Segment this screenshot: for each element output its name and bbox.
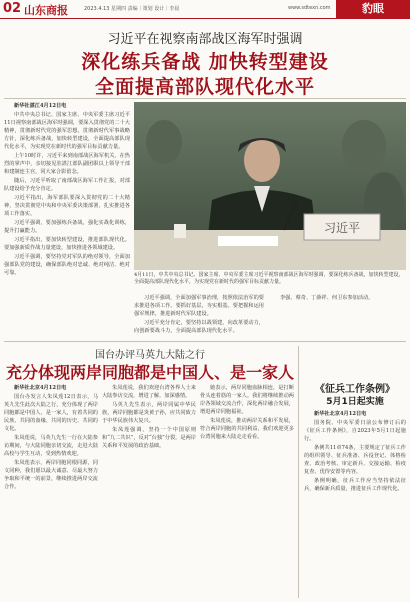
sidebar-article	[304, 410, 406, 598]
paragraph: 习近平强调，全面加强军事治理，按照依法治军的要求推进各项工作。要抓好基层，夯实根基。要把握和运用强军规律，推进新时代军队建设。	[134, 295, 264, 317]
paragraph: 习近平指出，海军部队要深入贯彻党的二十大精神，坚决贯彻党中央和中央军委决策部署，扎实推进各项工作落实。	[4, 195, 130, 217]
paragraph: 朱凤莲说，我们欢迎台湾各界人士来大陆参访交流，增进了解，加深感情。	[102, 385, 196, 399]
paragraph: 条例共11章74条，主要规定了征兵工作的组织领导、征兵准备、兵役登记、体格检查、政治考核、审定新兵、交接运输、检疫复查、优待安置等内容。	[304, 445, 406, 475]
lead-article-right	[270, 294, 406, 338]
page-header	[0, 0, 410, 19]
sidebar-title: 《征兵工作条例》	[315, 384, 395, 395]
story2-headline: 充分体现两岸同胞都是中国人、是一家人	[5, 363, 294, 382]
paragraph: 朱凤莲表示，两岸同胞同根同源，同文同种，我们愿以最大诚意、尽最大努力争取和平统一的前景，继续推进两岸交流合作。	[4, 460, 98, 490]
photo-illustration	[134, 102, 406, 270]
story2-kicker: 国台办评马英九大陆之行	[95, 350, 205, 361]
date-line: 2023.4.13 星期四 责编｜策划 设计｜李晨	[84, 6, 180, 12]
nameplate-text: 习近平	[323, 221, 361, 235]
headline-divider	[4, 98, 406, 99]
story2-col-2	[102, 384, 196, 598]
site-url: www.sdtexn.com	[288, 5, 331, 11]
lead-headline-2: 全面提高部队现代化水平	[94, 76, 315, 98]
paragraph: 她表示，两岸同胞血脉相连，是打断骨头连着筋的一家人。我们将继续推动两岸各领域交流合作，深化两岸融合发展，增进两岸同胞福祉。	[200, 385, 294, 415]
paragraph: 习近平指出，要加快转型建设，推进部队现代化。要加强新质作战力量建设，加快推进各领域建设。	[4, 237, 130, 251]
paragraph: 李强、蔡奇、丁薛祥、何卫东参加活动。	[280, 295, 374, 301]
paragraph: 朱凤莲说，马英九先生一行在大陆参访期间，与大陆同胞亲切交流，走进大陆高校与学生互动，受到热情欢迎。	[4, 435, 98, 457]
sidebar-subtitle: 5月1日起实施	[326, 397, 384, 407]
section-badge: 豹眼	[336, 0, 410, 18]
paragraph: 朱凤莲说，推动两岸关系和平发展，符合两岸同胞的共同利益，我们欢迎更多台湾同胞来大陆走走看看。	[200, 418, 294, 440]
paragraph: 马英九先生表示，两岸同属中华民族，两岸同胞都是炎黄子孙，应共同致力于中华民族伟大复兴。	[102, 402, 196, 424]
paragraph: 习近平强调，要坚持党对军队的绝对领导，全面加强部队党的建设，确保部队绝对忠诚、绝对纯洁、绝对可靠。	[4, 254, 130, 276]
lead-photo	[134, 102, 406, 270]
paper-name: 山东商报	[24, 4, 68, 17]
lead-dateline: 新华社湛江4月12日电	[14, 103, 67, 109]
paragraph: 朱凤莲强调，坚持一个中国原则和“九二共识”，反对“台独”分裂，是两岸关系和平发展的政治基础。	[102, 427, 196, 449]
sidebar-divider	[298, 346, 299, 598]
paragraph: 上午10时许，习近平来到南部战区海军机关，在热烈的掌声中，亲切接见驻湛江部队副团职以上领导干部和建制连主官，同大家合影留念。	[4, 153, 130, 175]
photo-caption: 4月11日，中共中央总书记、国家主席、中央军委主席习近平视察南部战区海军时强调，要深化练兵备战，加快转型建设，全面提高部队现代化水平，为实现党在新时代的强军目标贡献力量。	[134, 272, 404, 285]
sidebar-dateline: 新华社北京4月12日电	[314, 411, 367, 417]
lead-article-mid	[134, 294, 264, 338]
lead-article-left	[4, 102, 130, 338]
paragraph: 习近平充分肯定，要坚持以战领建，向改革要动力，向创新要战斗力，全面提高部队现代化水平。	[134, 320, 264, 334]
paragraph: 习近平强调，要加强练兵备战，强化实战化训练，提升打赢能力。	[4, 220, 130, 234]
story2-dateline: 新华社北京4月12日电	[14, 385, 67, 391]
story2-col-3	[200, 384, 294, 598]
paragraph: 国务院、中央军委日前公布修订后的《征兵工作条例》，自2023年5月1日起施行。	[304, 420, 406, 442]
lead-headline-1: 深化练兵备战 加快转型建设	[81, 51, 329, 73]
story2-col-1	[4, 384, 98, 598]
page-number: 02	[3, 1, 22, 16]
paragraph: 随后，习近平听取了南部战区海军工作汇报，对部队建设给予充分肯定。	[4, 178, 130, 192]
paragraph: 中共中央总书记、国家主席、中央军委主席习近平11日视察南部战区海军时强调，要深入贯彻党的二十大精神，贯彻新时代党的强军思想，贯彻新时代军事战略方针，深化练兵备战，加快转型建设，全面提高部队现代化水平，为实现党在新时代的强军目标贡献力量。	[4, 112, 130, 150]
paragraph: 国台办发言人朱凤莲12日表示，马英九先生此次大陆之行，充分体现了两岸同胞都是中国人、是一家人，有着共同的民族、共同的血缘、共同的历史、共同的文化。	[4, 394, 98, 432]
paragraph: 条例明确，征兵工作应当坚持依法征兵，确保新兵质量，推进征兵工作现代化。	[304, 478, 406, 492]
lead-kicker: 习近平在视察南部战区海军时强调	[107, 32, 303, 47]
story-divider	[4, 341, 406, 342]
